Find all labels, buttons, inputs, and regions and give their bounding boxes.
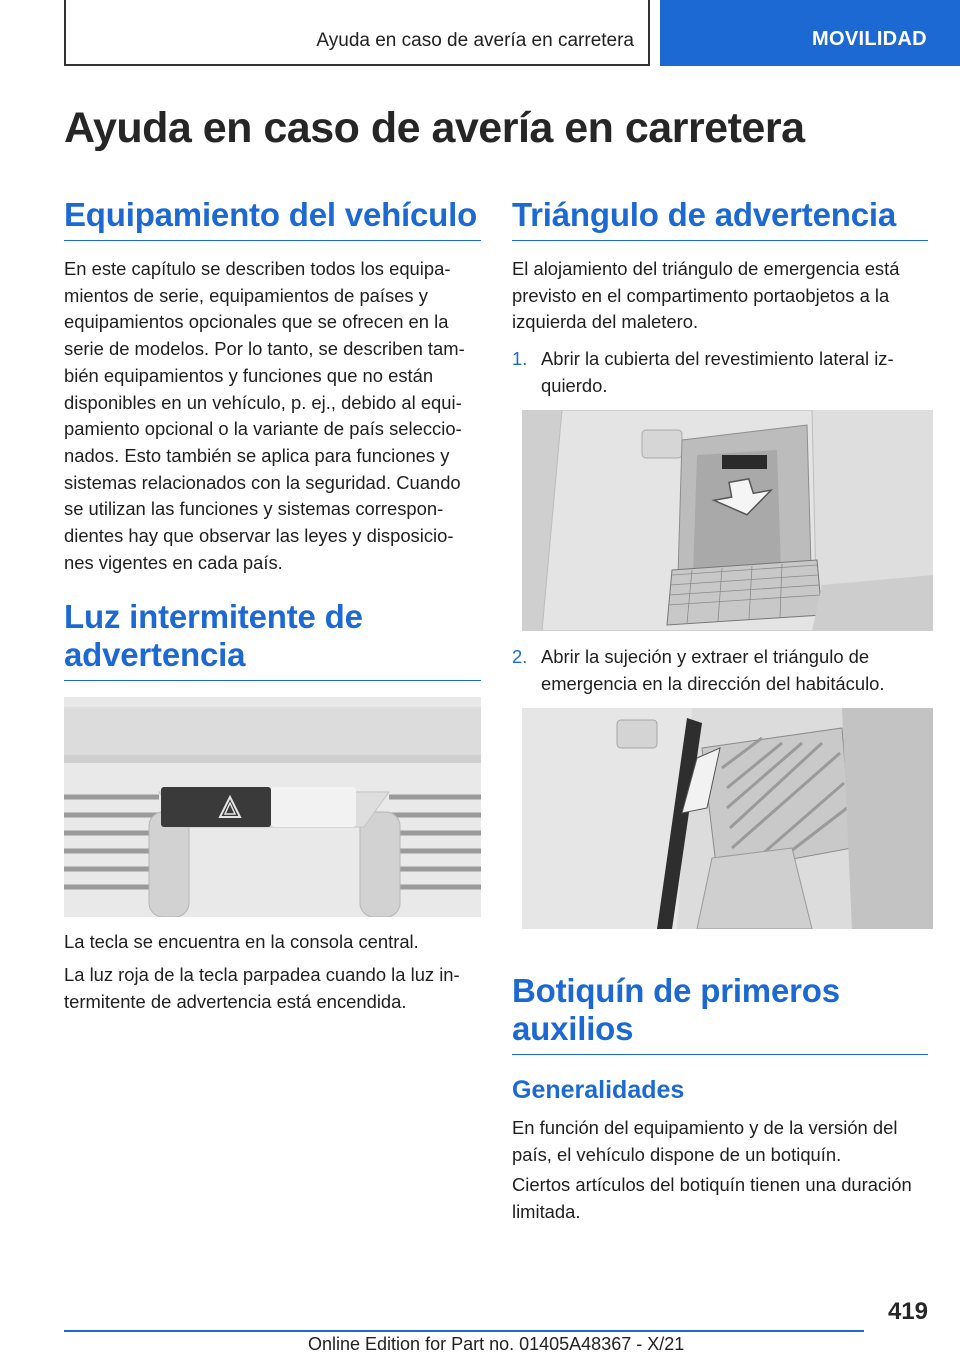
hazard-heading (64, 598, 481, 681)
text-line: Abrir la sujeción y extraer el triángulo de (541, 646, 870, 667)
general-paragraph-1 (512, 1115, 928, 1168)
header-box (64, 0, 650, 66)
text-line: bién equipamientos y funciones que no están (64, 364, 434, 386)
text-line: El alojamiento del triángulo de emergencia está (512, 258, 900, 279)
first-aid-heading-line: Botiquín de primeros (512, 972, 840, 1009)
hazard-blink-text (64, 962, 481, 1015)
text-line: Ciertos artículos del botiquín tienen una duración (512, 1174, 912, 1195)
page-title: Ayuda en caso de avería en carretera (64, 104, 805, 152)
chapter-tab[interactable] (660, 0, 960, 66)
running-header-title: Ayuda en caso de avería en carretera (316, 30, 634, 51)
first-aid-heading-line: auxilios (512, 1010, 634, 1047)
text-line: quierdo. (541, 374, 608, 396)
triangle-paragraph (512, 256, 928, 336)
footer-divider (64, 1330, 864, 1332)
text-line: En este capítulo se describen todos los equipa- (64, 258, 451, 279)
edition-note: Online Edition for Part no. 01405A48367 - X/21 (308, 1334, 685, 1354)
text-line: limitada. (512, 1200, 581, 1222)
general-subheading: Generalidades (512, 1076, 685, 1104)
text-line: termitente de advertencia está encendida. (64, 990, 407, 1012)
step-2 (512, 644, 928, 697)
page-number: 419 (887, 1298, 928, 1325)
hazard-switch-image (64, 697, 481, 917)
hazard-switch-illustration (64, 697, 481, 917)
chapter-tab-label: MOVILIDAD (812, 28, 927, 50)
text-line: país, el vehículo dispone de un botiquín. (512, 1143, 842, 1165)
text-line: dientes hay que observar las leyes y disposicio- (64, 525, 454, 547)
text-line: serie de modelos. Por lo tanto, se describen tam- (64, 338, 465, 360)
side-panel-cover-illustration (522, 410, 933, 631)
text-line: previsto en el compartimento portaobjetos a la (512, 284, 890, 306)
text-line: mientos de serie, equipamientos de países y (64, 284, 428, 306)
text-line: emergencia en la dirección del habitáculo. (541, 672, 885, 694)
step-text (541, 644, 928, 697)
hazard-location-text: La tecla se encuentra en la consola central. (64, 931, 419, 952)
text-line: equipamientos opcionales que se ofrecen en la (64, 311, 449, 333)
text-line: disponibles en un vehículo, p. ej., debido al equi- (64, 391, 462, 413)
equipment-paragraph (64, 256, 481, 576)
step-number: 2. (512, 646, 528, 667)
triangle-heading: Triángulo de advertencia (512, 196, 928, 241)
text-line: nados. Esto también se aplica para funciones y (64, 444, 450, 466)
text-line: En función del equipamiento y de la versión del (512, 1117, 898, 1138)
text-line: sistemas relacionados con la seguridad. Cuando (64, 471, 461, 493)
hazard-heading-line: Luz intermitente de (64, 598, 363, 635)
side-panel-cover-image (522, 410, 933, 631)
text-line: izquierda del maletero. (512, 311, 699, 333)
text-line: Abrir la cubierta del revestimiento lateral iz- (541, 348, 894, 369)
triangle-removal-illustration (522, 708, 933, 929)
equipment-heading: Equipamiento del vehículo (64, 196, 481, 241)
step-text (541, 346, 928, 399)
step-number: 1. (512, 348, 528, 369)
text-line: La luz roja de la tecla parpadea cuando la luz in- (64, 964, 460, 985)
hazard-heading-line: advertencia (64, 636, 246, 673)
step-1 (512, 346, 928, 399)
text-line: nes vigentes en cada país. (64, 551, 283, 573)
triangle-removal-image (522, 708, 933, 929)
text-line: se utilizan las funciones y sistemas correspon- (64, 498, 444, 520)
general-paragraph-2 (512, 1172, 928, 1225)
first-aid-heading (512, 972, 928, 1055)
text-line: pamiento opcional o la variante de país seleccio- (64, 418, 462, 440)
